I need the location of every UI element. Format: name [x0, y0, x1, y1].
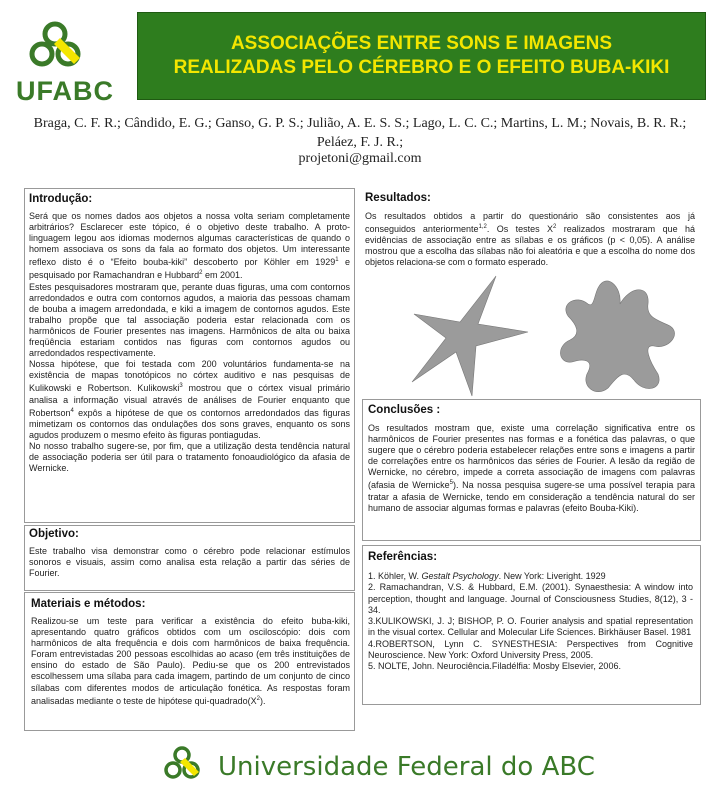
- referencias-section: [368, 551, 693, 673]
- poster-title-box: [137, 12, 706, 100]
- authors: Braga, C. F. R.; Cândido, E. G.; Ganso, G. P. S.; Julião, A. E. S. S.; Lago, L. C. C.; Martins, L. M.; Novais, B. R. R.; Peláez, F. J. R.;: [33, 116, 687, 150]
- materiais-p1: Realizou-se um teste para verificar a existência do efeito buba-kiki, apresentando quatro gráficos obtidos com um osciloscópio: dois com harmônicos de alta frequência e dois com harmônicos de baixa frequência. Foram entrevistadas 200 pessoas escolhidas ao acaso (em três instituições de ensino do estado de São Paulo). Pediu-se que os 200 entrevistados escolhessem uma sílaba para cada imagem, partindo de um conjunto de cinco sílabas com diferentes modos de articulação fonética. As respostas foram analisadas mediante o teste de hipótese qui-$quadrado(X^2)$.: [31, 616, 350, 706]
- reference-item: 2. Ramachandran, V.S. & Hubbard, E.M. (2001). Synaesthesia: A window into perception, thought and language. Journal of Consciousness Studies, 8(12), 3 - 34.: [368, 582, 693, 615]
- introducao-p4: No nosso trabalho sugere-se, por fim, que a utilização desta tendência natural de associação poderia ser útil para o tratamento fonoaudiológico da afasia de Wernicke.: [29, 440, 350, 474]
- objetivo-section: [29, 528, 350, 579]
- objetivo-p1: Este trabalho visa demonstrar como o cérebro pode relacionar estímulos sonoros e visuais, assim como analisa esta relação a partir das séries de Fourier.: [29, 546, 350, 579]
- ufabc-logo: [14, 14, 126, 108]
- email: projetoni@gmail.com: [298, 151, 422, 166]
- footer-institution-name: Universidade Federal do ABC: [218, 752, 595, 782]
- referencias-title: Referências:: [368, 551, 438, 563]
- reference-item: 4.ROBERTSON, Lynn C. SYNESTHESIA: Perspectives from Cognitive Neuroscience. New York: Oxford University Press, 2005.: [368, 638, 693, 661]
- reference-item: 1. Köhler, W. Gestalt Psychology. New York: Liveright. 1929: [368, 571, 606, 581]
- kiki-spiky-shape: [410, 274, 530, 398]
- conclusoes-section: [368, 404, 695, 514]
- conclusoes-p1: Os resultados mostram que, existe uma correlação significativa entre os harmônicos de Fourier presentes nas formas e a fonética das palavras, o que sugere que o cérebro poderia estabelecer relações entre sons e imagens a partir de correlações entre os harmônicos das séries de Fourier. A lesão da região de Wernicke, no cérebro, impede a correta associação de imagens com palavras (afasia de Wernicke$^5$). Na nossa pesquisa sugere-se uma possível terapia para tratar a afasia de Wernicke, tendo em consideração a tendência natural do ser humano de associar algumas formas e palavras (efeito Bouba-Kiki).: [368, 423, 695, 513]
- objetivo-title: Objetivo:: [29, 528, 79, 540]
- resultados-title: Resultados:: [365, 192, 431, 204]
- title-line-2: REALIZADAS PELO CÉREBRO E O EFEITO BUBA-KIKI: [173, 57, 670, 78]
- footer-emblem-icon: [160, 744, 214, 792]
- resultados-section: [365, 192, 695, 268]
- introducao-p2: Estes pesquisadores mostraram que, perante duas figuras, uma com contornos arredondados e outra com contornos agudos, a maioria das pessoas chamam de bouba a imagem arredondada, e kiki a imagem de contornos agudos. Este trabalho propõe que tal associação poderia estar relacionada com os harmônicos de Fourier presentes nas imagens. Harmônicos de alta ou baixa freqüência estariam contidos nas figuras com contornos agudos ou arredondados respectivamente.: [29, 281, 350, 359]
- logo-text: UFABC: [16, 76, 114, 106]
- materiais-section: [31, 598, 350, 707]
- introducao-p1: Será que os nomes dados aos objetos a nossa volta seriam completamente arbitrários? Esclarecer este tópico, é o objetivo deste trabalho. A proto-linguagem legou aos idiomas modernos algumas características de quando o homem associava os sons da fala ao formato dos objetos. Um interessante reflexo disto é o “Efeito bouba-kiki” descoberto por Köhler em 1929$^1$ e pesquisado por Ramachandran e Hubbard$^2$ em 2001.: [29, 211, 350, 281]
- conclusoes-title: Conclusões :: [368, 404, 441, 416]
- resultados-p1: Os resultados obtidos a partir do questionário são consistentes aos já conseguidos anteriormente$^{1,2}$. Os testes $X^2$ realizados mostraram que há evidências de associação entre as sílabas e os gráficos (p < 0,05). A análise mostrou que a escolha das sílabas não foi aleatória e que a escolha do nome dos objetos relaciona-se com o formato esperado.: [365, 211, 695, 268]
- bouba-rounded-shape: [558, 276, 680, 396]
- introducao-p3: Nossa hipótese, que foi testada com 200 voluntários fundamenta-se na existência de mapas tonotópicos no córtex auditivo e nas pesquisas de Kulikowski e Robertson. Kulikowski$^3$ mostrou que o córtex visual primário analisa a informação visual através de análises de Fourier enquanto que Robertson$^4$ expôs a hipótese de que os contornos arredondados das figuras mimetizam os contornos das ondulações dos sons graves, enquanto os sons agudos produzem o mesmo efeito às figuras pontiagudas.: [29, 359, 350, 440]
- references-list: [368, 571, 693, 673]
- introducao-title: Introdução:: [29, 193, 93, 205]
- reference-item: 3.KULIKOWSKI, J. J; BISHOP, P. O. Fourier analysis and spatial representation in the visual cortex. Cellular and Molecular Life Sciences. Birkhäuser Basel. 1981: [368, 616, 693, 638]
- reference-item: 5. NOLTE, John. Neurociência.Filadélfia: Mosby Elsevier, 2006.: [368, 661, 621, 672]
- title-line-1: ASSOCIAÇÕES ENTRE SONS E IMAGENS: [230, 33, 613, 54]
- materiais-title: Materiais e métodos:: [31, 598, 146, 610]
- introducao-section: [29, 193, 350, 474]
